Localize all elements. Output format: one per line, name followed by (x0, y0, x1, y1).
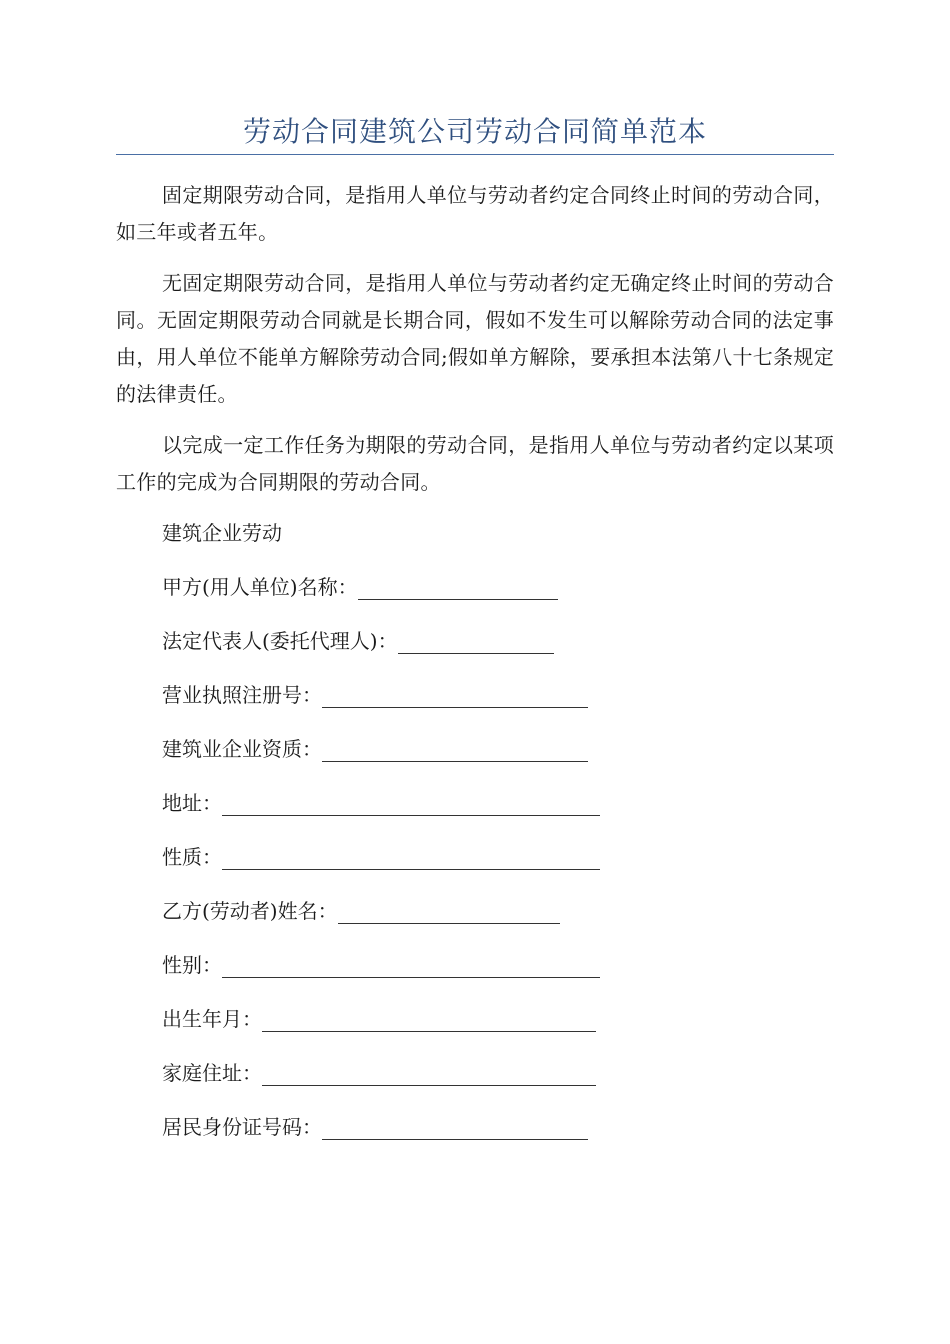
blank-line[interactable] (262, 1063, 596, 1086)
field-label: 出生年月： (162, 1007, 262, 1031)
field-employer-name (116, 569, 834, 606)
blank-line[interactable] (322, 739, 588, 762)
blank-line[interactable] (262, 1009, 596, 1032)
paragraph-open-ended: 无固定期限劳动合同，是指用人单位与劳动者约定无确定终止时间的劳动合同。无固定期限劳动合同就是长期合同，假如不发生可以解除劳动合同的法定事由，用人单位不能单方解除劳动合同;假如单方解除，要承担本法第八十七条规定的法律责任。 (116, 271, 834, 406)
field-label: 居民身份证号码： (162, 1115, 322, 1139)
blank-line[interactable] (222, 847, 600, 870)
blank-line[interactable] (338, 901, 560, 924)
field-label: 甲方(用人单位)名称： (162, 575, 358, 599)
field-employee-name (116, 893, 834, 930)
field-label: 营业执照注册号： (162, 683, 322, 707)
field-gender (116, 947, 834, 984)
blank-line[interactable] (398, 631, 554, 654)
section-heading: 建筑企业劳动 (162, 521, 282, 545)
blank-line[interactable] (322, 685, 588, 708)
field-label: 地址： (162, 791, 222, 815)
blank-line[interactable] (222, 955, 600, 978)
field-label: 性别： (162, 953, 222, 977)
field-home-address (116, 1055, 834, 1092)
blank-line[interactable] (322, 1117, 588, 1140)
field-legal-representative (116, 623, 834, 660)
document-title: 劳动合同建筑公司劳动合同简单范本 (116, 112, 834, 155)
paragraph-fixed-term: 固定期限劳动合同，是指用人单位与劳动者约定合同终止时间的劳动合同，如三年或者五年。 (116, 183, 834, 244)
field-label: 性质： (162, 845, 222, 869)
blank-line[interactable] (222, 793, 600, 816)
field-id-number (116, 1109, 834, 1146)
field-label: 乙方(劳动者)姓名： (162, 899, 338, 923)
field-label: 法定代表人(委托代理人)： (162, 629, 398, 653)
blank-line[interactable] (358, 577, 558, 600)
paragraph-task-based: 以完成一定工作任务为期限的劳动合同，是指用人单位与劳动者约定以某项工作的完成为合同期限的劳动合同。 (116, 433, 834, 494)
field-label: 建筑业企业资质： (162, 737, 322, 761)
field-birth-date (116, 1001, 834, 1038)
field-construction-qualification (116, 731, 834, 768)
field-nature (116, 839, 834, 876)
field-label: 家庭住址： (162, 1061, 262, 1085)
field-business-license (116, 677, 834, 714)
field-address (116, 785, 834, 822)
